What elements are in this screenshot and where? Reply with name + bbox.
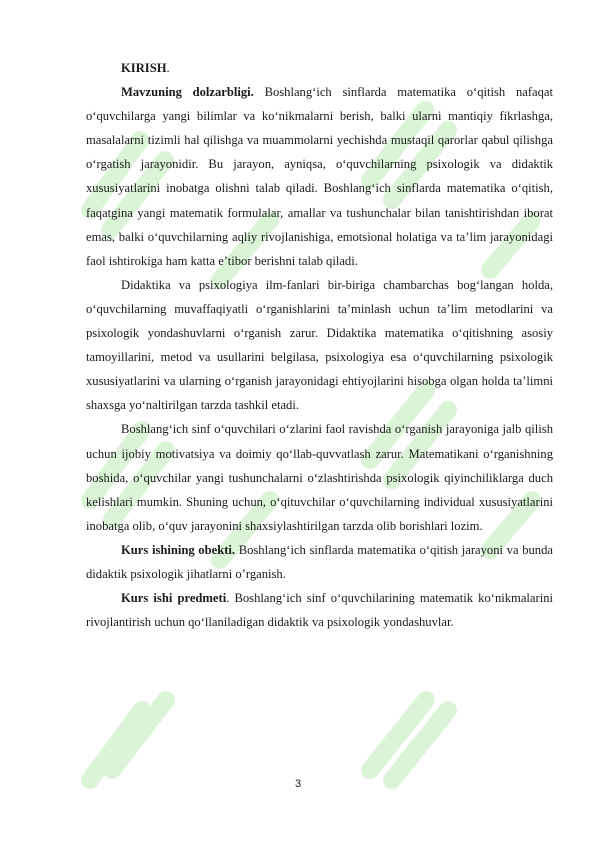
paragraph-motivation [86,417,553,537]
heading-punct: . [166,61,170,75]
section-heading [86,56,553,80]
paragraph-didactics [86,273,553,418]
paragraph-text: Boshlang‘ich sinflarda matematika o‘qitish nafaqat o‘quvchilarga yangi bilimlar va ko‘nikmalarni berish, balki ularni mantiqiy fikrlashga, masalalarni tizimli hal qilishga va muammolarni yechishda mustaqil qarorlar qabul qilishga o‘rgatish jarayonidir. Bu jarayon, ayniqsa, o‘quvchilarning psixologik va didaktik xususiyatlarini inobatga olishni talab qiladi. Boshlang‘ich sinflarda matematika o‘qitish, faqatgina yangi matematik formulalar, amallar va tushunchalar bilan tanishtirishdan iborat emas, balki o‘quvchilarning aqliy rivojlanishiga, emotsional holatiga va ta’lim jarayonidagi faol ishtirokiga ham katta e’tibor berishni talab qiladi. [86,85,554,268]
paragraph-relevance [86,80,553,273]
paragraph-text: Boshlang‘ich sinf o‘quvchilari o‘zlarini faol ravishda o‘rganish jarayoniga jalb qilish uchun ijobiy motivatsiya va doimiy qo‘llab-quvvatlash zarur. Matematikani o‘rganishning boshida, o‘quvchilar yangi tushunchalarni o‘zlashtirishda psixologik qiyinchiliklarga duch kelishlari mumkin. Shuning uchun, o‘qituvchilar o‘quvchilarning individual xususiyatlarini inobatga olib, o‘quv jarayonini shaxsiylashtirilgan tarzda olib borishlari lozim. [86,422,553,533]
paragraph-subject [86,586,553,634]
paragraph-text: Didaktika va psixologiya ilm-fanlari bir-biriga chambarchas bog‘langan holda, o‘quvchilarning muvaffaqiyatli o‘rganishlarini ta’minlash uchun ta’lim metodlarini va psixologik yondashuvlarni o‘rganish zarur. Didaktika matematika o‘qitishning asosiy tamoyillarini, metod va usullarini belgilasa, psixologiya esa o‘quvchilarning psixologik xususiyatlarini va ularning o‘rganish jarayonidagi ehtiyojlarini hisobga olgan holda ta’limni shaxsga yo‘naltirilgan tarzda tashkil etadi. [86,277,553,413]
paragraph-text: . Boshlang‘ich sinf o‘quvchilarining matematik ko‘nikmalarini rivojlantirish uchun qo‘llaniladigan didaktik va psixologik yondashuvlar. [86,591,553,630]
paragraph-lead: Kurs ishi predmeti [121,591,227,606]
paragraph-lead: Mavzuning dolzarbligi. [121,85,254,100]
page-number: 3 [294,778,302,790]
paragraph-text: Boshlang‘ich sinflarda matematika o‘qitish jarayoni va bunda didaktik psixologik jihatlarni o’rganish. [86,542,553,581]
paragraph-lead: Kurs ishining obekti. [121,542,236,557]
heading-text: KIRISH [121,61,167,75]
document-body [86,56,553,634]
paragraph-object [86,538,553,586]
